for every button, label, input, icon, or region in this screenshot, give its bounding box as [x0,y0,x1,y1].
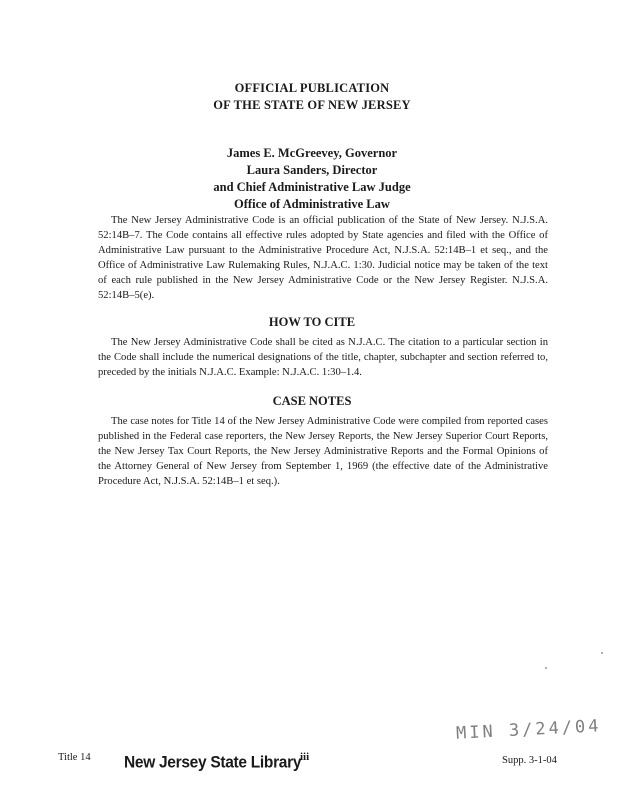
office-line: Office of Administrative Law [234,197,390,211]
case-notes-heading: CASE NOTES [272,394,352,408]
supplement-date: Supp. 3-1-04 [502,755,557,766]
officials-block [0,145,624,213]
footer-title: Title 14 [58,752,91,763]
handwritten-date-stamp: MIN 3/24/04 [455,716,603,744]
governor-line: James E. McGreevey, Governor [226,146,398,160]
header-line-1: OFFICIAL PUBLICATION [234,81,390,95]
scan-speck [601,652,603,654]
library-stamp: New Jersey State Library [124,753,302,772]
judge-line: and Chief Administrative Law Judge [213,180,411,194]
scan-speck [545,667,547,669]
page-number: iii [300,751,310,763]
how-to-cite-heading: HOW TO CITE [268,315,356,329]
how-to-cite-paragraph: The New Jersey Administrative Code shall be cited as N.J.A.C. The citation to a particular section in the Code shall include the numerical designations of the title, chapter, subchapter and section referred to, preceded by the initials N.J.A.C. Example: N.J.A.C. 1:30–1.4. [98,337,548,378]
intro-paragraph: The New Jersey Administrative Code is an official publication of the State of New Jersey. N.J.S.A. 52:14B–7. The Code contains all effective rules adopted by State agencies and filed with the Office of Administrative Law pursuant to the Administrative Procedure Act, N.J.S.A. 52:14B–1 et seq., and the Office of Administrative Law Rulemaking Rules, N.J.A.C. 1:30. Judicial notice may be taken of the text of each rule published in the New Jersey Administrative Code or the New Jersey Register. N.J.S.A. 52:14B–5(e). [98,215,548,301]
header-line-2: OF THE STATE OF NEW JERSEY [213,98,411,112]
director-line: Laura Sanders, Director [246,163,378,177]
publication-header [0,80,624,114]
case-notes-paragraph: The case notes for Title 14 of the New Jersey Administrative Code were compiled from reported cases published in the Federal case reporters, the New Jersey Reports, the New Jersey Superior Court Reports, the New Jersey Tax Court Reports, the New Jersey Administrative Reports and the Formal Opinions of the Attorney General of New Jersey from September 1, 1969 (the effective date of the Administrative Procedure Act, N.J.S.A. 52:14B–1 et seq.). [98,416,548,487]
